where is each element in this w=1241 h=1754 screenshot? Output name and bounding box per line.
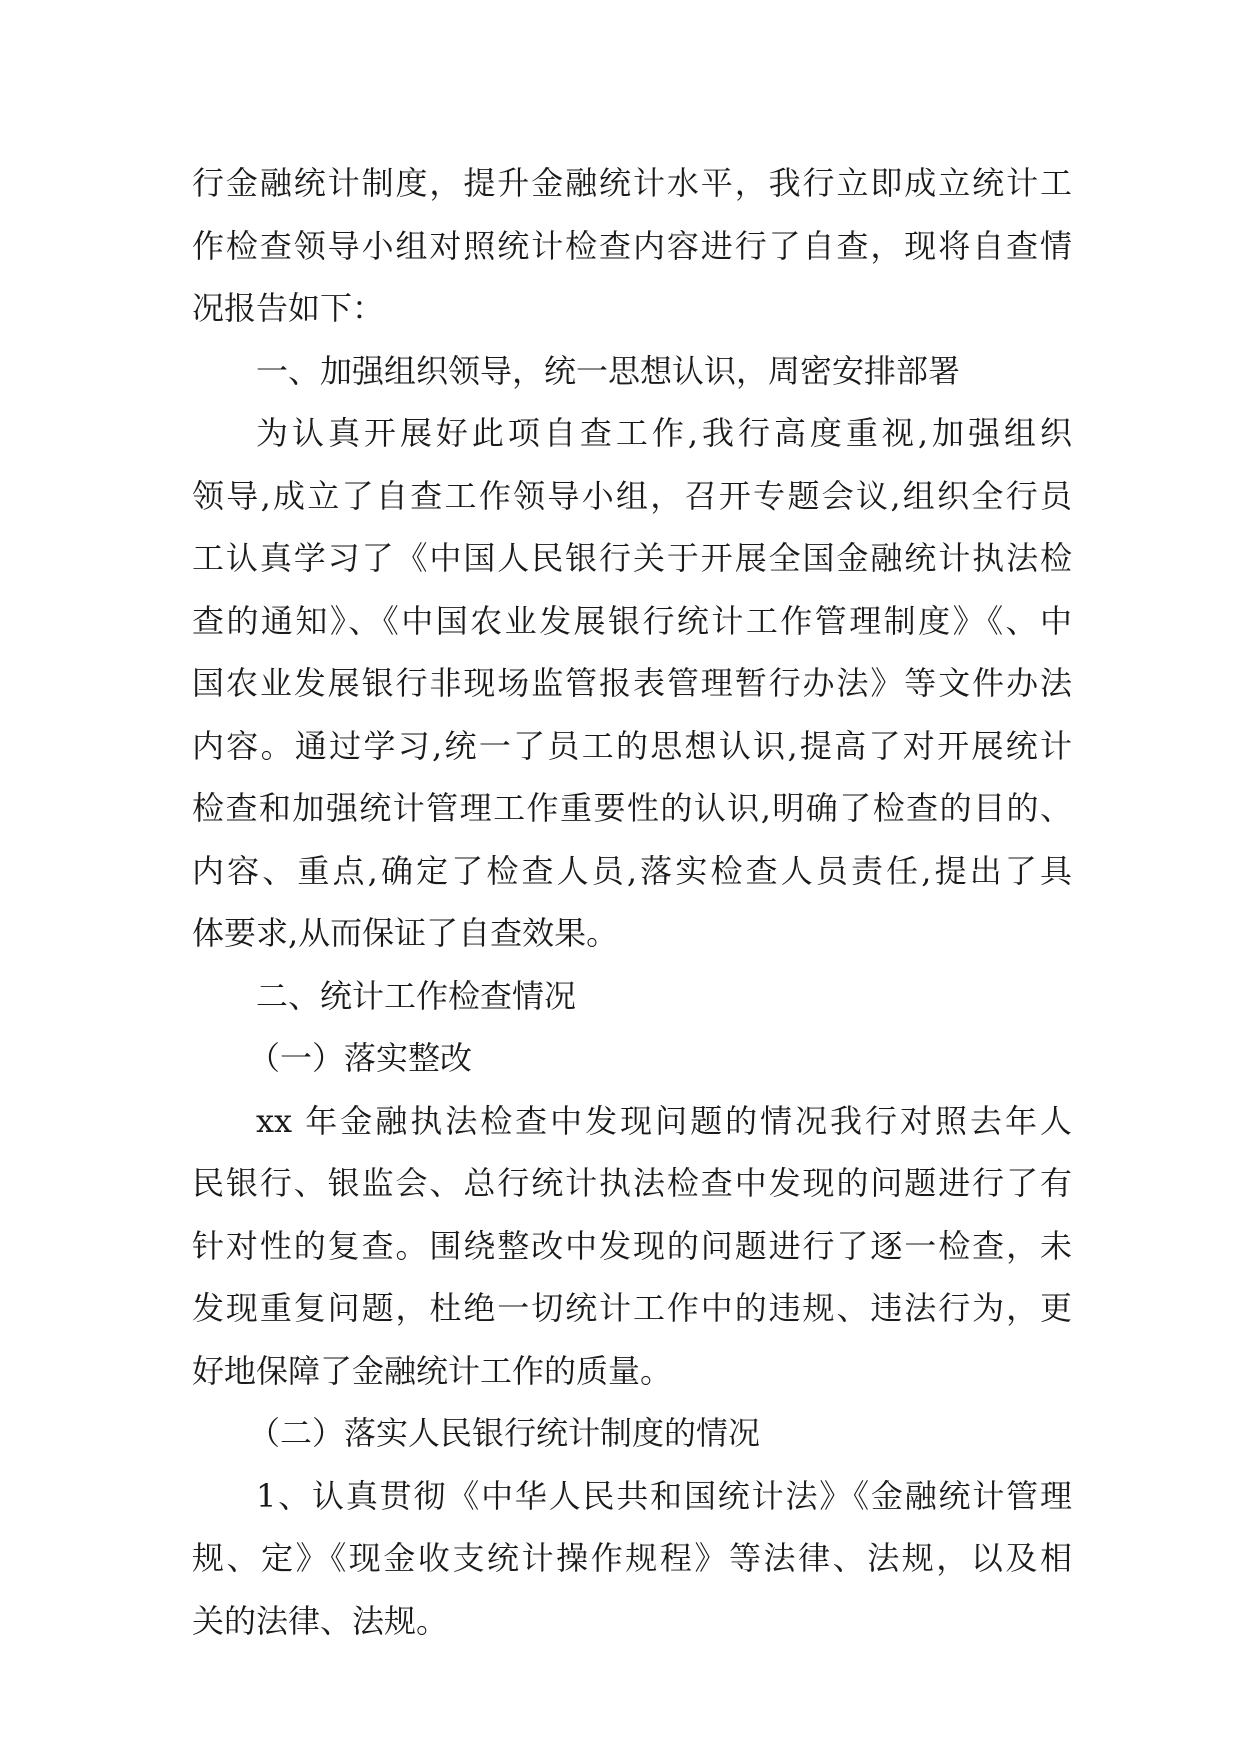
paragraph-line: 民银行、银监会、总行统计执法检查中发现的问题进行了有 [192, 1164, 1072, 1202]
paragraph-line: 况报告如下： [192, 289, 385, 327]
section-heading: 二、统计工作检查情况 [256, 976, 577, 1015]
paragraph-line: 1、认真贯彻《中华人民共和国统计法》《金融统计管理 [256, 1476, 1072, 1515]
paragraph-line: 行金融统计制度，提升金融统计水平，我行立即成立统计工 [192, 164, 1072, 202]
paragraph-line: 国农业发展银行非现场监管报表管理暂行办法》等文件办法 [192, 664, 1072, 702]
subsection-heading: （一）落实整改 [248, 1039, 473, 1077]
paragraph-line: 体要求,从而保证了自查效果。 [192, 914, 619, 952]
paragraph-line: xx 年金融执法检查中发现问题的情况我行对照去年人 [256, 1101, 1072, 1140]
subsection-heading: （二）落实人民银行统计制度的情况 [248, 1414, 761, 1452]
paragraph-line: 为认真开展好此项自查工作,我行高度重视,加强组织 [256, 414, 1072, 452]
paragraph-line: 规、定》《现金收支统计操作规程》等法律、法规，以及相 [192, 1539, 1072, 1577]
document-body [192, 152, 1072, 1652]
paragraph-line: 针对性的复查。围绕整改中发现的问题进行了逐一检查，未 [192, 1226, 1072, 1265]
paragraph-line: 工认真学习了《中国人民银行关于开展全国金融统计执法检 [192, 539, 1072, 577]
paragraph-line: 关的法律、法规。 [192, 1601, 449, 1640]
paragraph-line: 检查和加强统计管理工作重要性的认识,明确了检查的目的、 [192, 789, 1072, 827]
paragraph-line: 好地保障了金融统计工作的质量。 [192, 1351, 673, 1390]
paragraph-line: 领导,成立了自查工作领导小组，召开专题会议,组织全行员 [192, 476, 1072, 515]
paragraph-line: 内容。通过学习,统一了员工的思想认识,提高了对开展统计 [192, 726, 1072, 765]
section-heading: 一、加强组织领导，统一思想认识，周密安排部署 [256, 351, 961, 390]
paragraph-line: 查的通知》、《中国农业发展银行统计工作管理制度》《、中 [192, 601, 1072, 640]
paragraph-line: 作检查领导小组对照统计检查内容进行了自查，现将自查情 [192, 226, 1072, 265]
paragraph-line: 发现重复问题，杜绝一切统计工作中的违规、违法行为，更 [192, 1289, 1072, 1327]
paragraph-line: 内容、重点,确定了检查人员,落实检查人员责任,提出了具 [192, 851, 1072, 890]
